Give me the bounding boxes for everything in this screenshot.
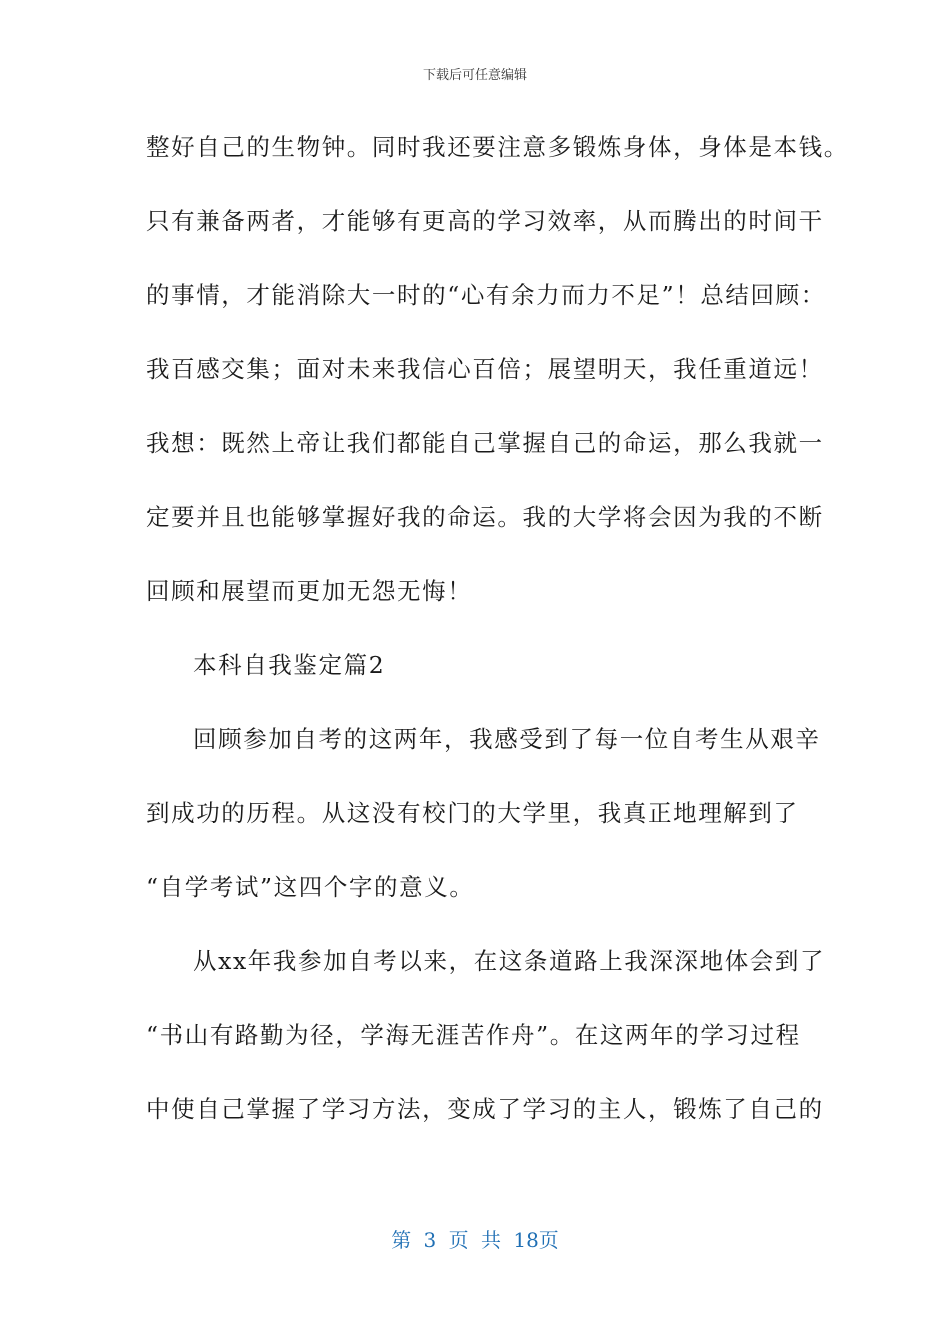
body-line: 整好自己的生物钟。同时我还要注意多锻炼身体，身体是本钱。 xyxy=(146,133,849,161)
body-line: 从xx年我参加自考以来，在这条道路上我深深地体会到了 xyxy=(193,947,826,975)
document-body xyxy=(146,128,849,1164)
body-line: 只有兼备两者，才能够有更高的学习效率，从而腾出的时间干 xyxy=(146,207,824,235)
body-line: 我想：既然上帝让我们都能自己掌握自己的命运，那么我就一 xyxy=(146,429,824,457)
page-number-footer: 第 3 页 共 18页 xyxy=(391,1228,559,1252)
body-line: 我百感交集；面对未来我信心百倍；展望明天，我任重道远！ xyxy=(146,355,824,383)
header-note: 下载后可任意编辑 xyxy=(422,68,527,83)
body-line: 定要并且也能够掌握好我的命运。我的大学将会因为我的不断 xyxy=(146,503,824,531)
body-line: 的事情，才能消除大一时的“心有余力而力不足”！总结回顾： xyxy=(146,281,826,309)
body-line: 中使自己掌握了学习方法，变成了学习的主人，锻炼了自己的 xyxy=(146,1095,824,1123)
body-line: 到成功的历程。从这没有校门的大学里，我真正地理解到了 xyxy=(146,799,799,827)
body-line: 回顾参加自考的这两年，我感受到了每一位自考生从艰辛 xyxy=(193,725,821,753)
section-heading: 本科自我鉴定篇2 xyxy=(193,651,386,679)
body-line: “书山有路勤为径，学海无涯苦作舟”。在这两年的学习过程 xyxy=(146,1021,801,1049)
body-line: 回顾和展望而更加无怨无悔！ xyxy=(146,577,473,605)
body-line: “自学考试”这四个字的意义。 xyxy=(146,873,475,901)
